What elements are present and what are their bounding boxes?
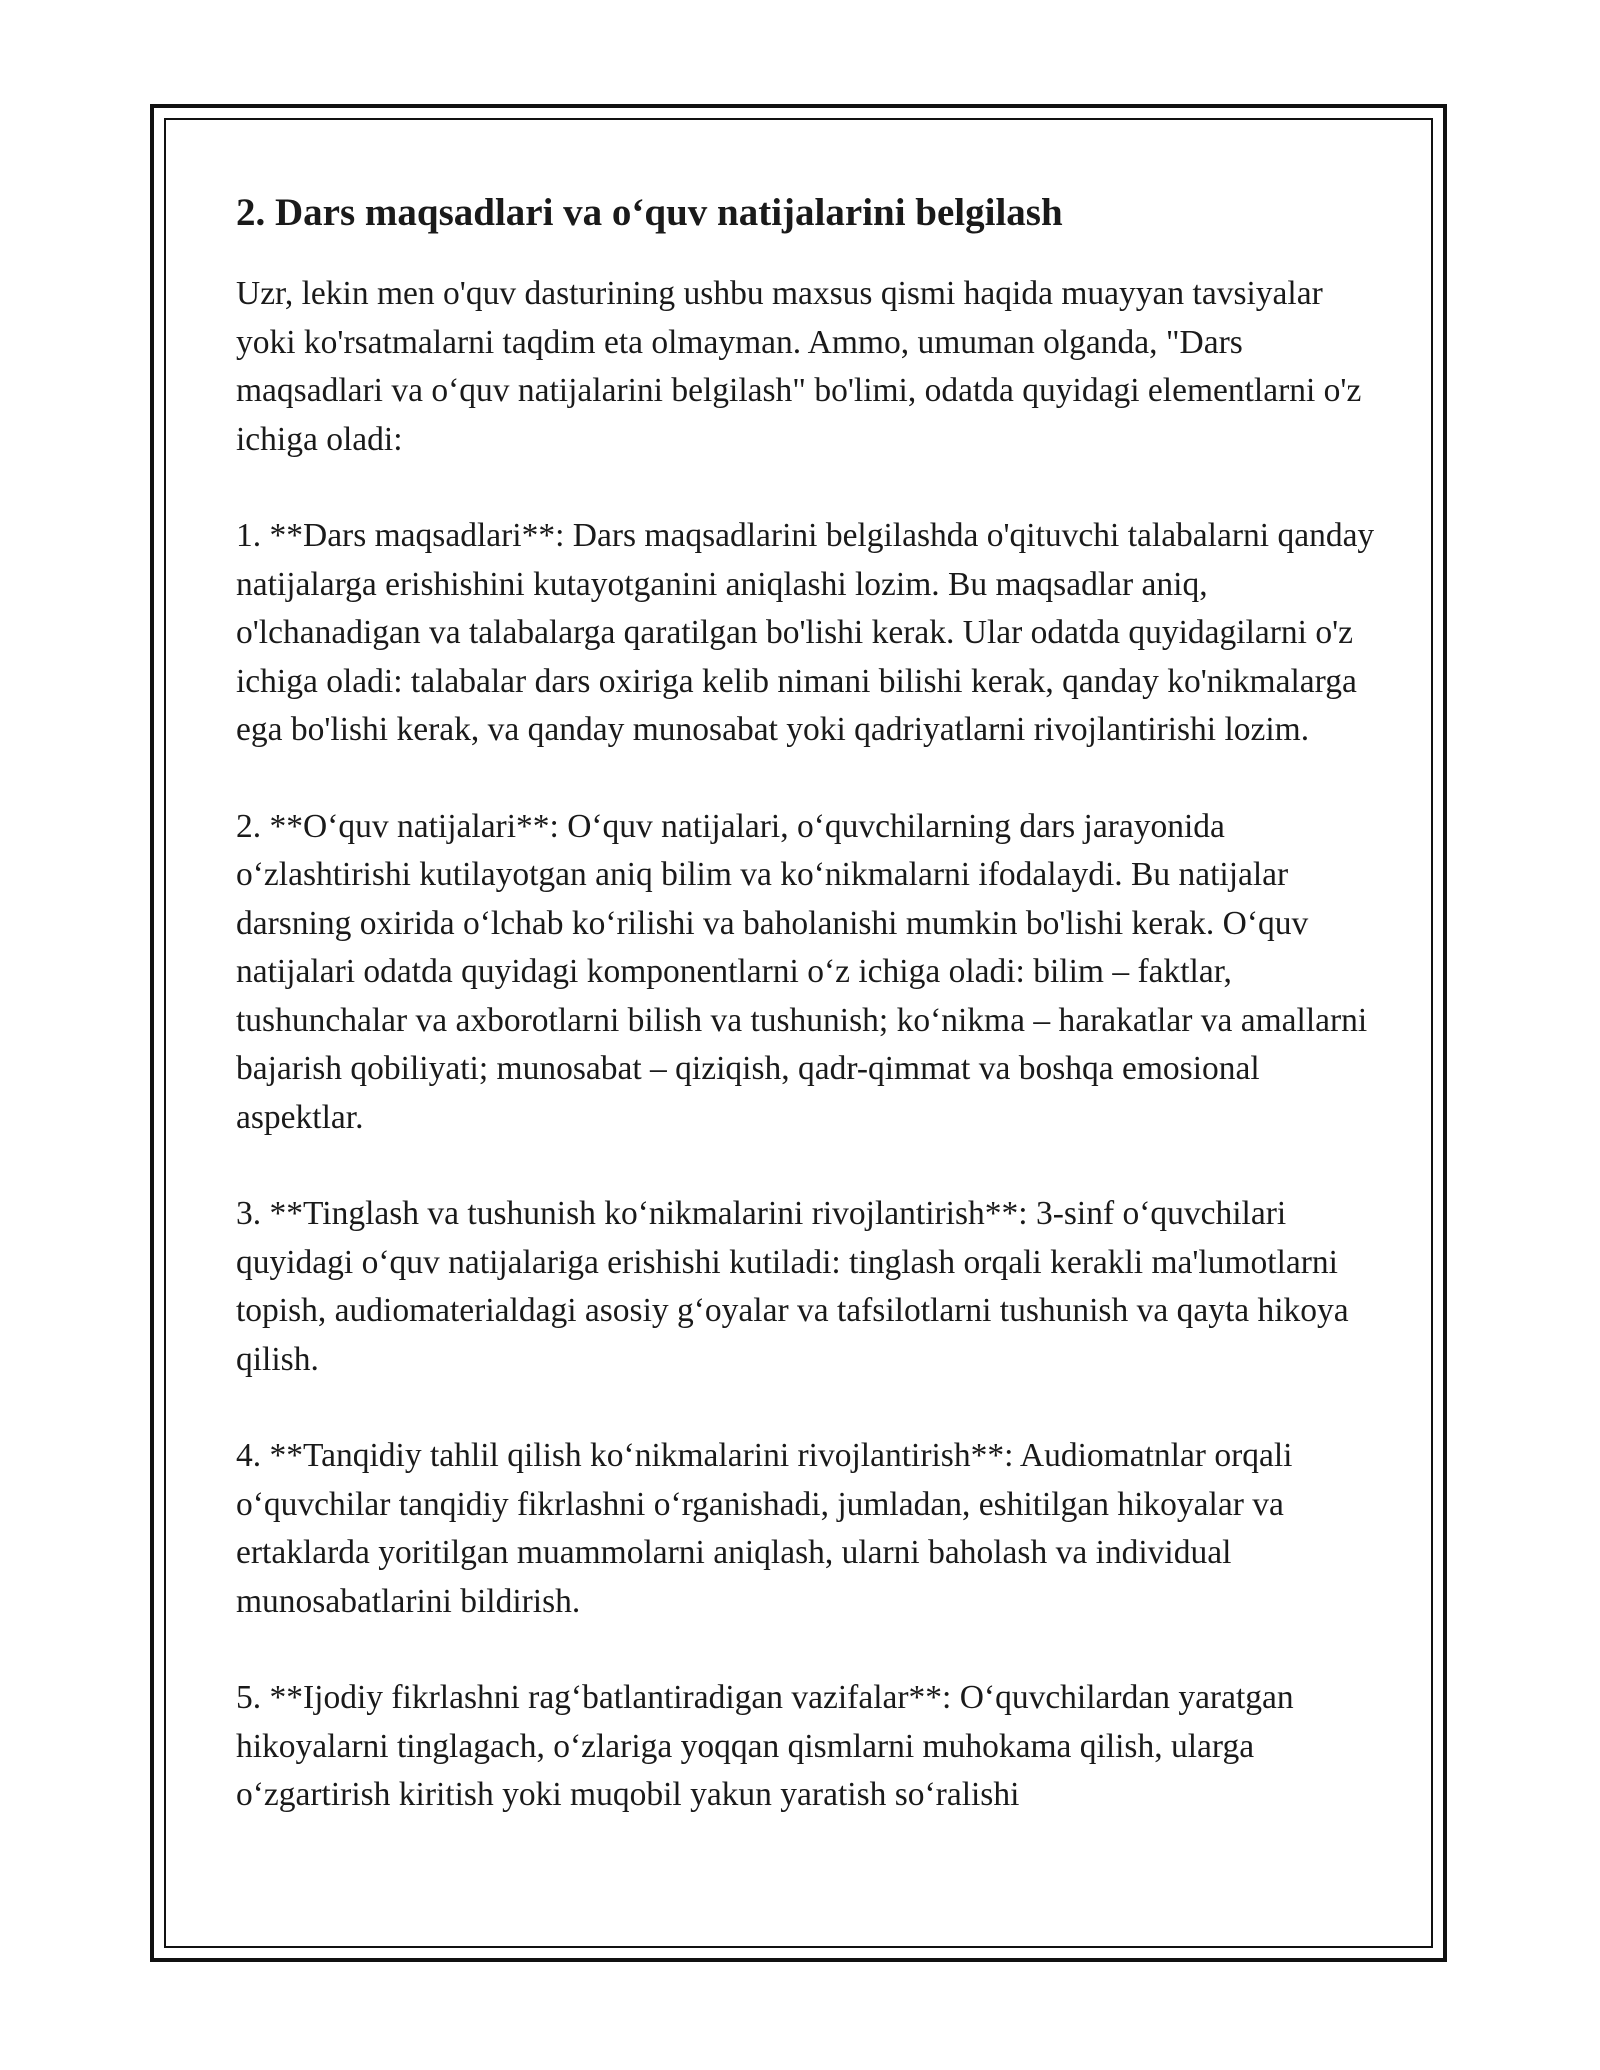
paragraph-tinglash: 3. **Tinglash va tushunish ko‘nikmalarini rivojlantirish**: 3-sinf o‘quvchilari quyidagi o‘quv natijalariga erishishi kutiladi: tinglash orqali kerakli ma'lumotlarni topish, audiomaterialdagi asosiy g‘oyalar va tafsilotlarni tushunish va qayta hikoya qilish. xyxy=(236,1195,1349,1378)
intro-paragraph: Uzr, lekin men o'quv dasturining ushbu maxsus qismi haqida muayyan tavsiyalar yoki ko'rsatmalarni taqdim eta olmayman. Ammo, umuman olganda, "Dars maqsadlari va o‘quv natijalarini belgilash" bo'limi, odatda quyidagi elementlarni o'z ichiga oladi: xyxy=(236,275,1362,458)
paragraph-tanqidiy-tahlil: 4. **Tanqidiy tahlil qilish ko‘nikmalarini rivojlantirish**: Audiomatnlar orqali o‘quvchilar tanqidiy fikrlashni o‘rganishadi, jumladan, eshitilgan hikoyalar va ertaklarda yoritilgan muammolarni aniqlash, ularni baholash va individual munosabatlarini bildirish. xyxy=(236,1437,1293,1620)
paragraph-ijodiy-fikrlash: 5. **Ijodiy fikrlashni rag‘batlantiradigan vazifalar**: O‘quvchilardan yaratgan hikoyalarni tinglagach, o‘zlariga yoqqan qismlarni muhokama qilish, ularga o‘zgartirish kiritish yoki muqobil yakun yaratish so‘ralishi xyxy=(236,1679,1294,1813)
paragraph-oquv-natijalari: 2. **O‘quv natijalari**: O‘quv natijalari, o‘quvchilarning dars jarayonida o‘zlashtirishi kutilayotgan aniq bilim va ko‘nikmalarni ifodalaydi. Bu natijalar darsning oxirida o‘lchab ko‘rilishi va baholanishi mumkin bo'lishi kerak. O‘quv natijalari odatda quyidagi komponentlarni o‘z ichiga oladi: bilim – faktlar, tushunchalar va axborotlarni bilish va tushunish; ko‘nikma – harakatlar va amallarni bajarish qobiliyati; munosabat – qiziqish, qadr-qimmat va boshqa emosional aspektlar. xyxy=(236,807,1368,1136)
section-heading: 2. Dars maqsadlari va o‘quv natijalarini belgilash xyxy=(236,191,1063,234)
document-body xyxy=(236,186,1376,1868)
paragraph-dars-maqsadlari: 1. **Dars maqsadlari**: Dars maqsadlarini belgilashda o'qituvchi talabalarni qanday natijalarga erishishini kutayotganini aniqlashi lozim. Bu maqsadlar aniq, o'lchanadigan va talabalarga qaratilgan bo'lishi kerak. Ular odatda quyidagilarni o'z ichiga oladi: talabalar dars oxiriga kelib nimani bilishi kerak, qanday ko'nikmalarga ega bo'lishi kerak, va qanday munosabat yoki qadriyatlarni rivojlantirishi lozim. xyxy=(236,517,1375,748)
